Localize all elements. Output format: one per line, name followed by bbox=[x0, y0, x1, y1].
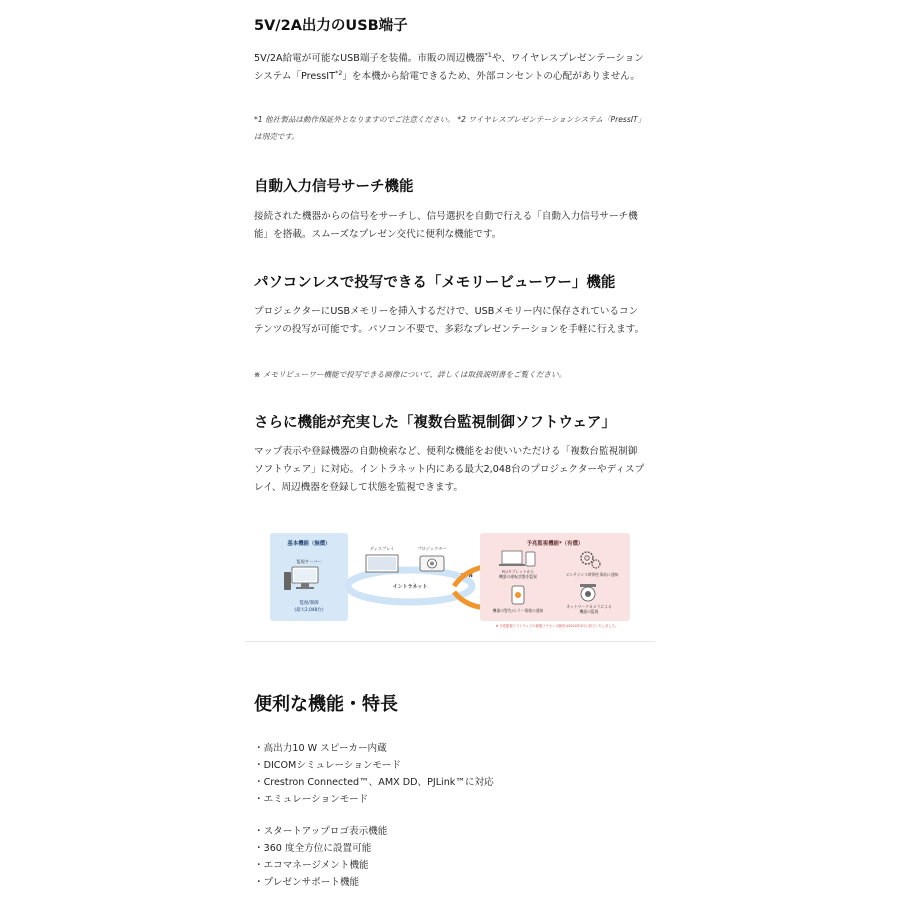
memory-viewer-note: ※ メモリビューワー機能で投写できる画像について、詳しくは取扱説明書をご覧ください。 bbox=[254, 370, 567, 379]
memory-viewer-title: パソコンレスで投写できる「メモリービューワー」機能 bbox=[254, 275, 616, 291]
intranet-label: イントラネット bbox=[392, 584, 428, 590]
feature-item: ・エミュレーションモード bbox=[254, 794, 369, 805]
usb-section-title: 5V/2A出力のUSB端子 bbox=[254, 18, 408, 34]
pc-tablet-icon bbox=[499, 551, 535, 566]
pc-label-1: PC/タブレットから bbox=[501, 569, 535, 574]
feature-item: ・スタートアップロゴ表示機能 bbox=[254, 826, 388, 837]
projector-icon bbox=[420, 556, 444, 571]
camera-label-1: ネットワークカメラによる bbox=[566, 604, 612, 609]
camera-label-2: 機器の監視 bbox=[579, 609, 599, 614]
feature-item: ・エコマネージメント機能 bbox=[254, 860, 369, 871]
feature-item: ・Crestron Connected™、AMX DD、PJLink™に対応 bbox=[254, 777, 494, 788]
usb-section-body: 5V/2A給電が可能なUSB端子を装備。市販の周辺機器$^{*1}$や、ワイヤレスプレゼンテーションシステム「PressIT$^{*2}$」を本機から給電できるため、外部コンセントの心配がありません。 bbox=[254, 50, 644, 82]
paid-function-title: 予兆監視機能*（有償） bbox=[526, 541, 584, 547]
projector-label: プロジェクター bbox=[417, 546, 447, 551]
feature-item: ・高出力10 W スピーカー内蔵 bbox=[254, 743, 387, 754]
auto-search-body: 接続された機器からの信号をサーチし、信号選択を自動で行える「自動入力信号サーチ機能」を搭載。スムーズなプレゼン交代に便利な機能です。 bbox=[254, 211, 638, 240]
auto-search-title: 自動入力信号サーチ機能 bbox=[254, 179, 414, 195]
usb-section-note: *1 他社製品は動作保証外となりますのでご注意ください。 *2 ワイヤレスプレゼンテーションシステム「PressIT」は別売です。 bbox=[254, 115, 646, 141]
alert-label: 機器の警告/エラー情報の通知 bbox=[492, 608, 544, 613]
diagram-footnote: ※ 予兆監視ソフトウェアの新規ライセンス販売は2024年3月に終了いたしました。 bbox=[495, 624, 619, 628]
monitoring-body: マップ表示や登録機器の自動検索など、便利な機能をお使いいただける「複数台監視制御ソフトウェア」に対応。イントラネット内にある最大2,048台のプロジェクターやディスプレイ、周辺機器を登録して状態を監視できます。 bbox=[254, 446, 645, 493]
feature-item: ・DICOMシミュレーションモード bbox=[254, 760, 401, 771]
camera-icon bbox=[580, 584, 596, 601]
monitoring-title: さらに機能が充実した「複数台監視制御ソフトウェア」 bbox=[254, 415, 616, 431]
pc-label-2: 機器の運転状態を監視 bbox=[499, 574, 537, 579]
display-label: ディスプレイ bbox=[369, 546, 395, 551]
monitoring-diagram bbox=[262, 528, 634, 630]
feature-item: ・プレゼンサポート機能 bbox=[254, 877, 360, 888]
alert-phone-icon bbox=[512, 586, 524, 604]
monitor-label-2: (最大2,048台) bbox=[294, 608, 324, 613]
vpn-label: VPN bbox=[461, 574, 473, 579]
memory-viewer-body: プロジェクターにUSBメモリーを挿入するだけで、USBメモリー内に保存されているコンテンツの投写が可能です。パソコン不要で、多彩なプレゼンテーションを手軽に行えます。 bbox=[254, 306, 645, 335]
display-icon bbox=[366, 555, 398, 572]
server-label: 監視サーバー bbox=[296, 559, 322, 564]
maintenance-label: メンテナンス時期を事前に通知 bbox=[565, 572, 619, 577]
section-divider bbox=[245, 641, 655, 642]
basic-function-title: 基本機能（無償） bbox=[287, 541, 331, 547]
features-title: 便利な機能・特長 bbox=[254, 694, 398, 715]
features-list-1 bbox=[254, 740, 494, 808]
monitor-label-1: 監視/制御 bbox=[299, 601, 319, 606]
feature-item: ・360 度全方位に設置可能 bbox=[254, 843, 372, 854]
features-list-2 bbox=[254, 823, 387, 891]
